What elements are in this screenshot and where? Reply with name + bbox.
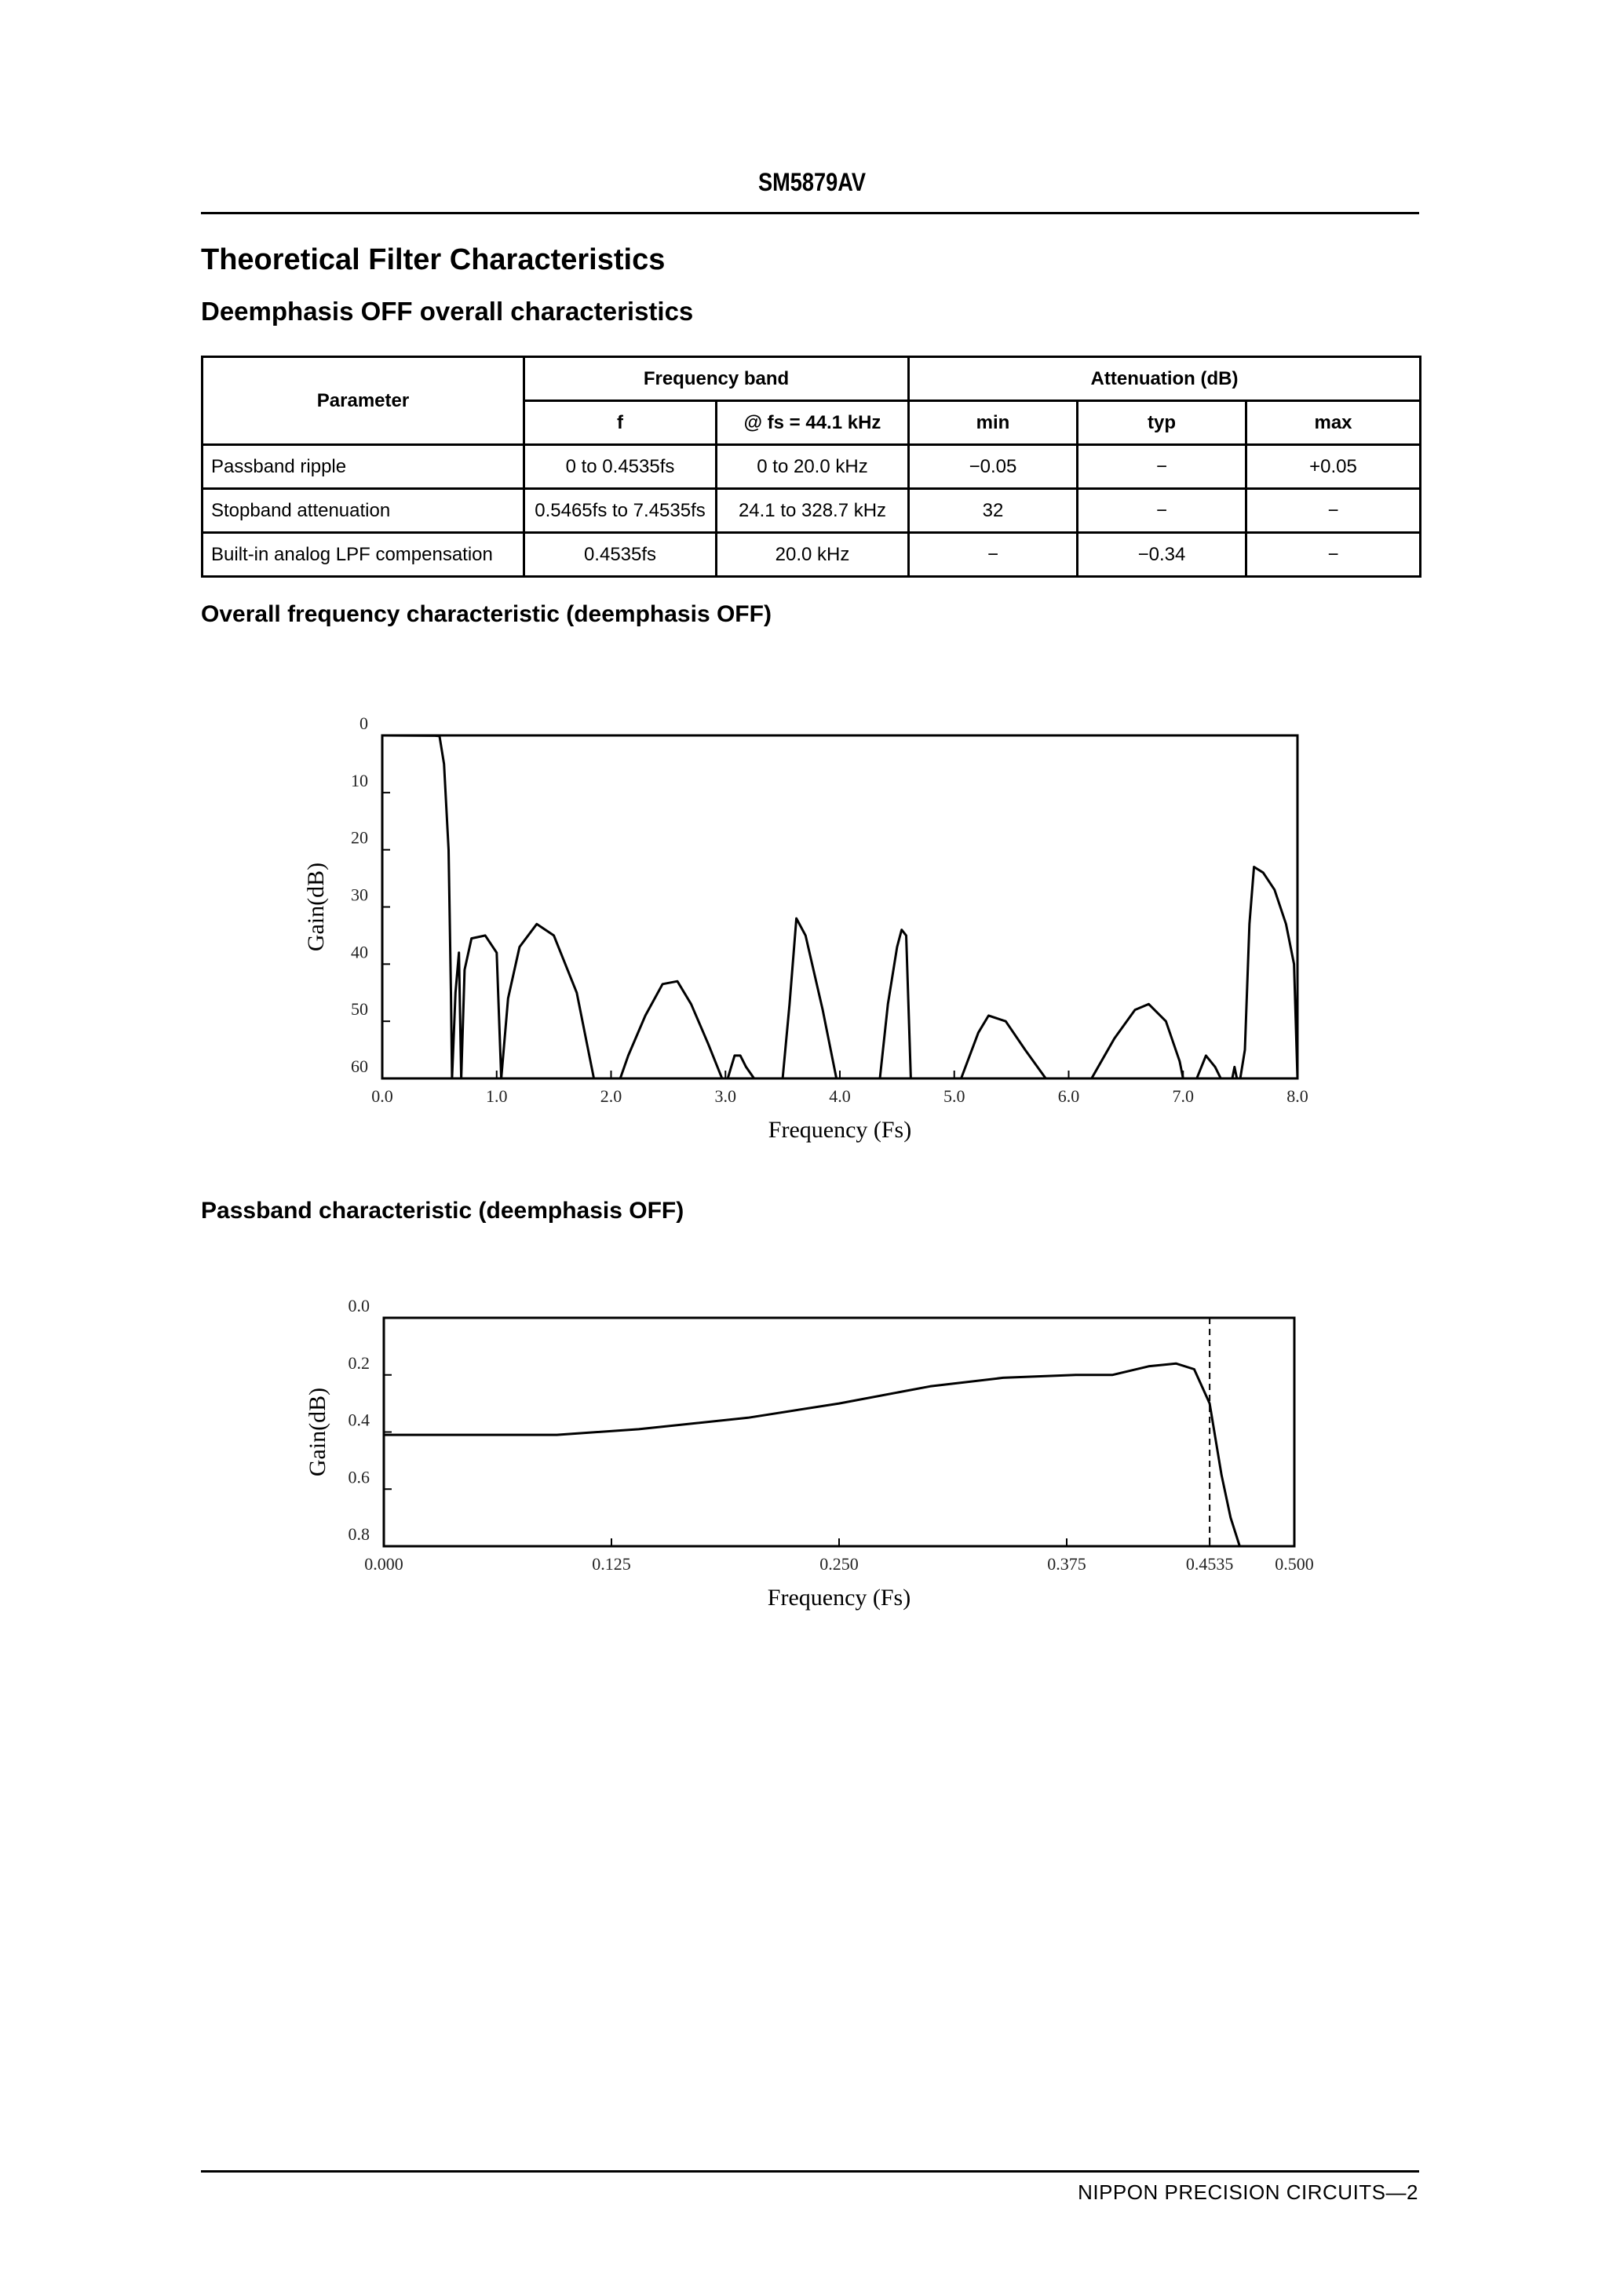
cell-fs: 24.1 to 328.7 kHz <box>717 489 909 533</box>
chart2-caption: Passband characteristic (deemphasis OFF) <box>201 1198 684 1224</box>
header-min: min <box>909 401 1078 445</box>
cell-parameter: Built-in analog LPF compensation <box>203 533 524 577</box>
section-subtitle: Deemphasis OFF overall characteristics <box>201 297 694 326</box>
chart2-y-tick-label: 0.4 <box>348 1410 370 1430</box>
header-fs: @ fs = 44.1 kHz <box>717 401 909 445</box>
chart1-series-line <box>382 735 1297 1078</box>
chart1-x-tick-label: 0.0 <box>371 1086 393 1106</box>
cell-f: 0.5465fs to 7.4535fs <box>524 489 717 533</box>
chart1-x-tick-label: 4.0 <box>829 1086 851 1106</box>
header-frequency-band: Frequency band <box>524 357 909 401</box>
cell-typ: − <box>1078 445 1246 489</box>
chart2-x-tick-label: 0.500 <box>1275 1554 1314 1574</box>
section-title: Theoretical Filter Characteristics <box>201 243 666 276</box>
cell-typ: −0.34 <box>1078 533 1246 577</box>
chart2-x-tick-label: 0.000 <box>364 1554 403 1574</box>
chart2-plot-frame <box>384 1318 1294 1546</box>
chart1-x-tick-label: 7.0 <box>1172 1086 1194 1106</box>
chart1-y-tick-label: 0 <box>359 713 368 733</box>
header-max: max <box>1246 401 1421 445</box>
cell-f: 0 to 0.4535fs <box>524 445 717 489</box>
cell-max: − <box>1246 533 1421 577</box>
header-attenuation: Attenuation (dB) <box>909 357 1421 401</box>
header-parameter: Parameter <box>203 357 524 445</box>
header-f: f <box>524 401 717 445</box>
chart1-y-axis-label: Gain(dB) <box>303 862 329 952</box>
cell-f: 0.4535fs <box>524 533 717 577</box>
chart1-plot-frame <box>382 735 1297 1078</box>
cell-typ: − <box>1078 489 1246 533</box>
chart1-y-tick-label: 20 <box>351 827 368 848</box>
header-typ: typ <box>1078 401 1246 445</box>
chart2-y-tick-label: 0.2 <box>348 1352 370 1373</box>
footer-text: NIPPON PRECISION CIRCUITS—2 <box>1078 2180 1418 2204</box>
cell-min: 32 <box>909 489 1078 533</box>
chart1-x-axis-label: Frequency (Fs) <box>768 1117 912 1143</box>
cell-min: −0.05 <box>909 445 1078 489</box>
cell-parameter: Stopband attenuation <box>203 489 524 533</box>
chart1-y-tick-label: 30 <box>351 885 368 905</box>
chart2-series-line <box>384 1363 1239 1546</box>
cell-min: − <box>909 533 1078 577</box>
chart1-y-tick-label: 60 <box>351 1056 368 1076</box>
chart2-x-tick-label: 0.4535 <box>1185 1554 1234 1574</box>
chart1-x-tick-label: 3.0 <box>714 1086 736 1106</box>
cell-parameter: Passband ripple <box>203 445 524 489</box>
chart1-x-tick-label: 1.0 <box>486 1086 508 1106</box>
chart1-y-tick-label: 10 <box>351 770 368 790</box>
cell-max: +0.05 <box>1246 445 1421 489</box>
chart2-y-axis-label: Gain(dB) <box>305 1387 330 1477</box>
cell-max: − <box>1246 489 1421 533</box>
cell-fs: 0 to 20.0 kHz <box>717 445 909 489</box>
chart1-x-tick-label: 8.0 <box>1286 1086 1308 1106</box>
chart1-y-tick-label: 40 <box>351 942 368 962</box>
chart2-y-tick-label: 0.6 <box>348 1467 370 1487</box>
cell-fs: 20.0 kHz <box>717 533 909 577</box>
document-code-header: SM5879AV <box>757 168 867 196</box>
chart2-y-tick-label: 0.0 <box>348 1296 370 1315</box>
chart2-y-tick-label: 0.8 <box>348 1524 370 1544</box>
chart1-x-tick-label: 2.0 <box>600 1086 622 1106</box>
chart1-x-tick-label: 6.0 <box>1057 1086 1080 1106</box>
chart2-x-tick-label: 0.125 <box>592 1554 631 1574</box>
chart1-caption: Overall frequency characteristic (deemphasis OFF) <box>201 601 772 627</box>
chart2-x-tick-label: 0.250 <box>819 1554 859 1574</box>
chart1-x-tick-label: 5.0 <box>943 1086 965 1106</box>
footer-rule <box>201 2170 1419 2173</box>
chart2-x-axis-label: Frequency (Fs) <box>767 1585 911 1611</box>
chart2-x-tick-label: 0.375 <box>1047 1554 1086 1574</box>
chart1-y-tick-label: 50 <box>351 999 368 1020</box>
